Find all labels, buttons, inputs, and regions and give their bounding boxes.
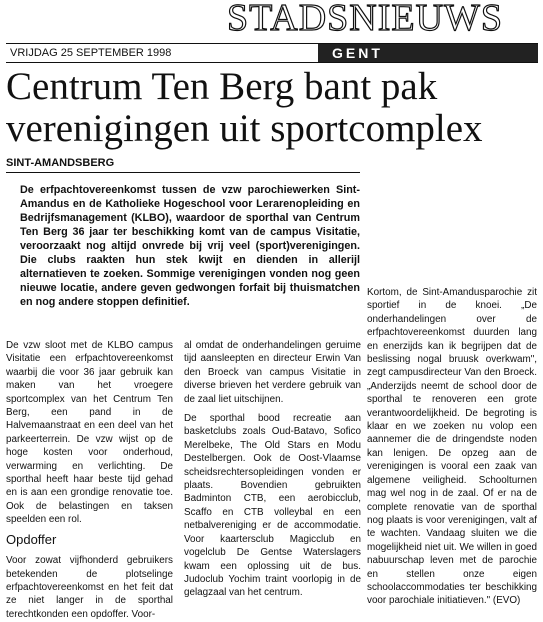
publication-date: VRIJDAG 25 SEPTEMBER 1998 — [10, 47, 172, 59]
dateline-bar — [6, 43, 538, 63]
section-tag: GENT — [318, 44, 538, 62]
column-3 — [367, 286, 537, 608]
paragraph-3: al omdat de onderhandelingen geruime tijd aansleepten en directeur Erwin Van den Broeck van campus Visitatie in diverse brieven het verdere gebruik van de zaal liet uitschijnen. — [184, 340, 361, 405]
paragraph-1: De vzw sloot met de KLBO campus Visitatie een erfpachtovereenkomst waarbij die voor 36 jaar gebruik kan maken van het vroegere sportcomplex van het Centrum Ten Berg, een pand in de Halvemaanstraat en een deel van het parkeerterrein. De vzw wijst op de hoge kosten voor onderhoud, verwarming en verlichting. De sporthal heeft haar beste tijd gehad en is aan een grondige renovatie toe. Ook de belastingen en taksen speelden een rol. — [6, 340, 173, 526]
paragraph-4: De sporthal bood recreatie aan basketclubs zoals Oud-Batavo, Sofico Merelbeke, The Old Stars en Modu Destelbergen. Ook de Oost-Vlaamse scheidsrechtersopleidingen vonden er plaats. Bovendien gebruikten Badminton CTB, een aerobicclub, Scaffo en CTB volleybal en een netbalvereniging er de accommodatie. Voor kaartersclub Magicclub en vogelclub De Gentse Waterslagers kwam een oplossing uit de bus. Judoclub Yochim traint voorlopig in de gelagzaal van het centrum. — [184, 413, 361, 599]
masthead-title: STADSNIEUWS — [226, 0, 504, 39]
headline-line-2: verenigingen uit sportcomplex — [6, 107, 483, 150]
column-1 — [6, 339, 173, 621]
article-headline — [6, 66, 538, 150]
kicker-divider — [6, 172, 360, 173]
article-lead: De erfpachtovereenkomst tussen de vzw parochiewerken Sint-Amandus en de Katholieke Hogeschool voor Lerarenopleiding en Bedrijfsmanagement (KLBO), waardoor de sporthal van Centrum Ten Berg 36 jaar ter beschikking komt van de campus Visitatie, veroorzaakt nog altijd onvrede bij vrij veel (sport)verenigingen. Die clubs raakten hun stek kwijt en dienden in allerijl alternatieven te zoeken. Sommige verenigingen vonden nog geen nieuwe locatie, andere geven gedwongen forfait bij thuismatchen en nog andere stoppen definitief. — [20, 184, 360, 308]
article-kicker: SINT-AMANDSBERG — [6, 157, 115, 169]
paragraph-5: Kortom, de Sint-Amandusparochie zit sportief in de knoei. „De onderhandelingen over de erfpachtovereenkomst duurden lang en enerzijds kan ik begrijpen dat de beslissing nogal bruusk overkwam", zegt campusdirecteur Van den Broeck. „Anderzijds neemt de school door de sporthal te renoveren een grote verantwoordelijkheid. De begroting is klaar en we zoeken nu volop een aannemer die de dringendste noden kan lenigen. De opzeg aan de verenigingen is vooral een zaak van algemene veiligheid. Schoolturnen mag wel nog in de zaal. Of er na de complete renovatie van de sporthal nog plaats is voor verenigingen, valt af te wachten. Vandaag sluiten we die mogelijkheid niet uit. We willen in goed nabuurschap leven met de parochie en stellen onze eigen schoolaccommodaties ter beschikking voor parochiale initiatieven." (EVO) — [367, 287, 537, 607]
column-2 — [184, 339, 361, 600]
paragraph-2: Voor zowat vijfhonderd gebruikers betekenden de plotselinge erfpachtovereenkomst en het feit dat ze niet langer in de sporthal terechtkonden een opdoffer. Voor- — [6, 555, 173, 620]
section-subhead: Opdoffer — [6, 531, 57, 547]
headline-line-1: Centrum Ten Berg bant pak — [6, 65, 438, 108]
